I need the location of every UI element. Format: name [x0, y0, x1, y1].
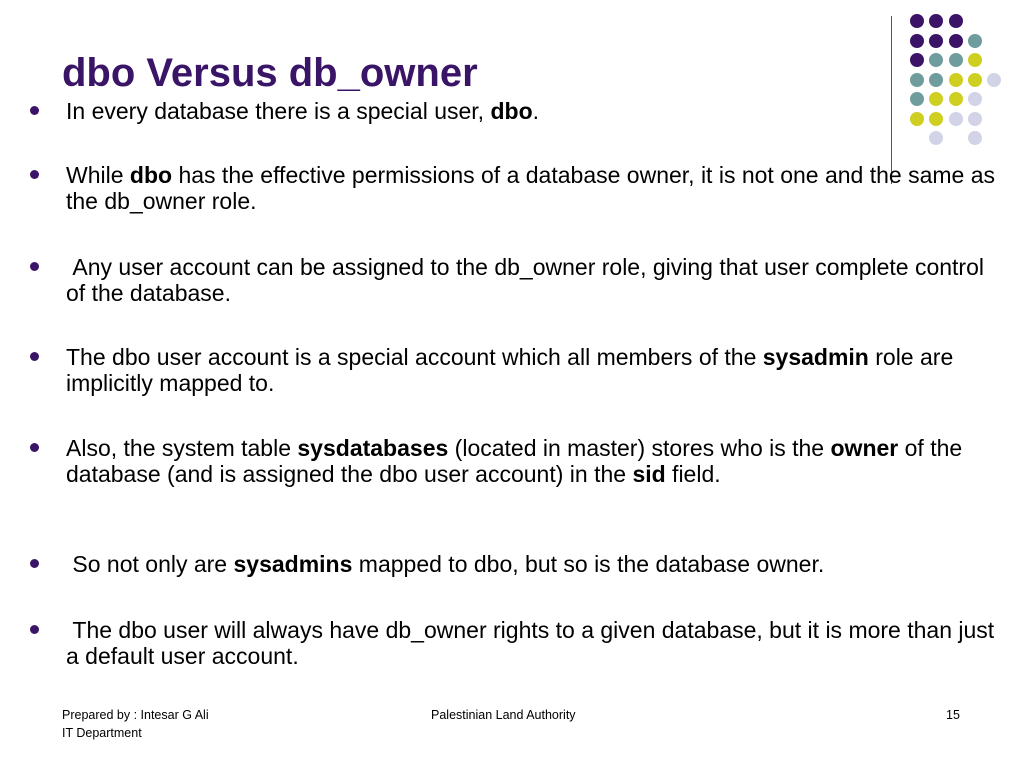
bold-term: dbo [490, 98, 533, 124]
footer-department: IT Department [62, 726, 142, 740]
bullet-marker-icon [30, 262, 39, 271]
text-run: of the database (and is assigned the dbo user account) in the [66, 435, 969, 487]
bullet-text [66, 551, 1000, 577]
footer-prepared-by: Prepared by : Intesar G Ali [62, 708, 209, 722]
text-run: While [66, 162, 130, 188]
bullet-marker-icon [30, 106, 39, 115]
page-number: 15 [946, 708, 960, 722]
footer-left [62, 706, 209, 742]
text-run: has the effective permissions of a database owner, it is not one and the same as the db_owner role. [66, 162, 1002, 214]
bullet-marker-icon [30, 352, 39, 361]
bold-term: sysadmins [233, 551, 353, 577]
text-run: The dbo user will always have db_owner rights to a given database, but it is more than just a default user account. [66, 617, 1001, 669]
bold-term: dbo [129, 162, 173, 188]
text-run: Any user account can be assigned to the db_owner role, giving that user complete control of the database. [66, 254, 991, 306]
text-run: . [532, 98, 540, 124]
text-run: The dbo user account is a special account which all members of the [66, 344, 763, 370]
bold-term: owner [830, 435, 899, 461]
bullet-marker-icon [30, 559, 39, 568]
bullet-text [66, 344, 1000, 396]
bold-term: sysdatabases [297, 435, 449, 461]
text-run: Also, the system table [66, 435, 298, 461]
bullet-text [66, 162, 1000, 214]
bullet-marker-icon [30, 443, 39, 452]
slide-title: dbo Versus db_owner [62, 51, 478, 95]
text-run: role are implicitly mapped to. [66, 344, 960, 396]
bold-term: sid [632, 461, 666, 487]
text-run: field. [665, 461, 721, 487]
bullet-text [66, 98, 1000, 124]
bullet-marker-icon [30, 625, 39, 634]
bullet-marker-icon [30, 170, 39, 179]
bullet-text [66, 435, 1000, 487]
footer-organization: Palestinian Land Authority [431, 708, 576, 722]
bullet-text [66, 254, 1000, 306]
text-run: So not only are [66, 551, 234, 577]
bold-term: sysadmin [762, 344, 869, 370]
text-run: In every database there is a special user, [66, 98, 491, 124]
text-run: (located in master) stores who is the [448, 435, 831, 461]
bullet-text [66, 617, 1000, 669]
text-run: mapped to dbo, but so is the database owner. [352, 551, 825, 577]
